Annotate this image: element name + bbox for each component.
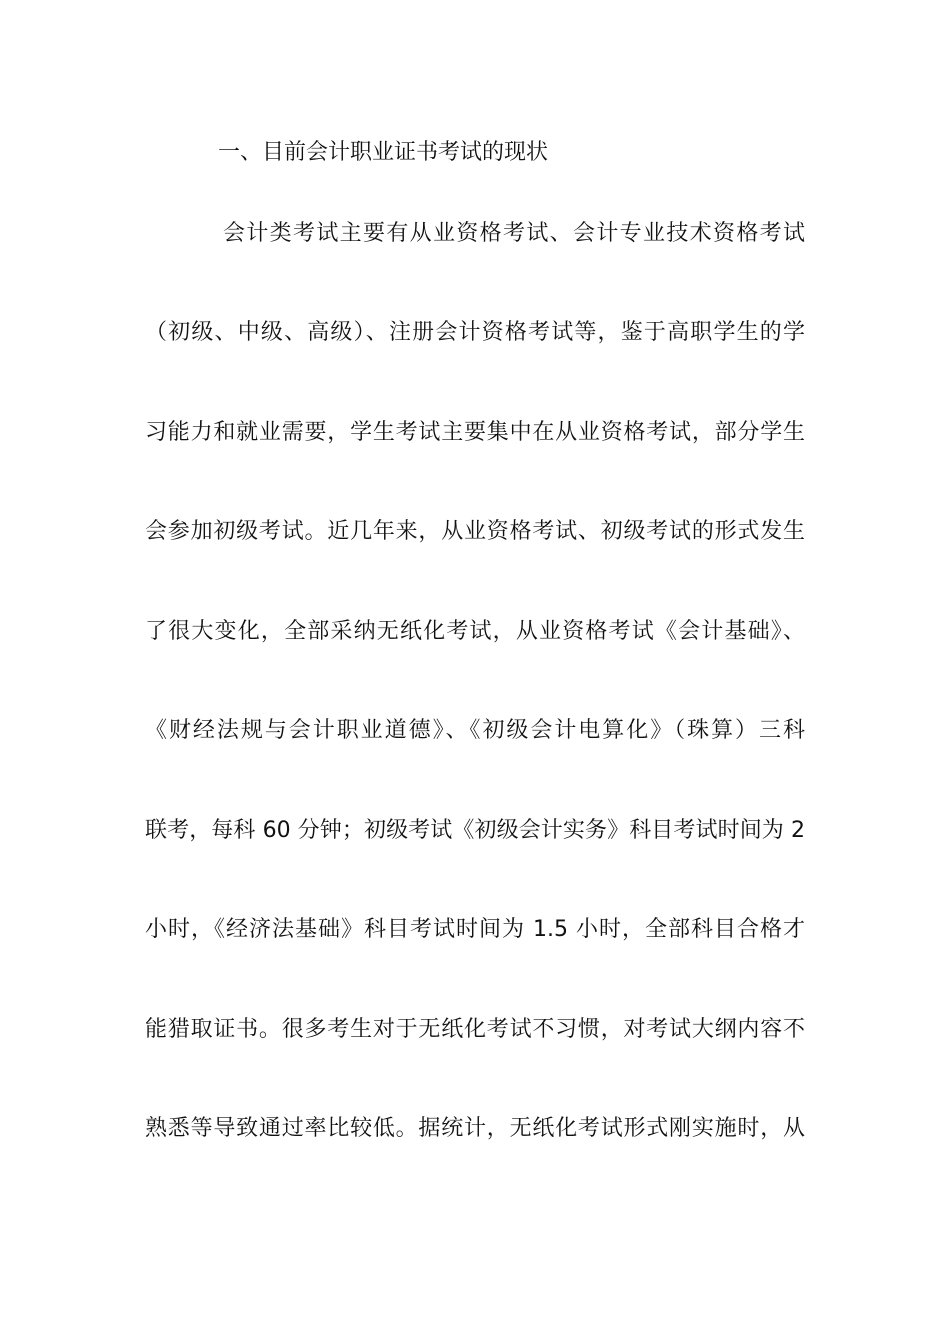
paragraph-line: 会参加初级考试。近几年来，从业资格考试、初级考试的形式发生 [145,519,805,544]
paragraph-line: 《财经法规与会计职业道德》、《初级会计电算化》（珠算）三科 [145,718,805,743]
paragraph-line: 会计类考试主要有从业资格考试、会计专业技术资格考试 [223,221,805,246]
paragraph-line: 小时，《经济法基础》科目考试时间为 1.5 小时，全部科目合格才 [145,917,805,942]
paragraph-line: 能猎取证书。很多考生对于无纸化考试不习惯，对考试大纲内容不 [145,1017,805,1042]
paragraph-line: 习能力和就业需要，学生考试主要集中在从业资格考试，部分学生 [145,420,805,445]
paragraph-line: 熟悉等导致通过率比较低。据统计，无纸化考试形式刚实施时，从 [145,1116,805,1141]
section-heading: 一、目前会计职业证书考试的现状 [218,140,549,165]
paragraph-line: （初级、中级、高级）、注册会计资格考试等，鉴于高职学生的学 [145,320,805,345]
paragraph-line: 联考，每科 60 分钟；初级考试《初级会计实务》科目考试时间为 2 [145,818,805,843]
paragraph-line: 了很大变化，全部采纳无纸化考试，从业资格考试《会计基础》、 [145,619,805,644]
